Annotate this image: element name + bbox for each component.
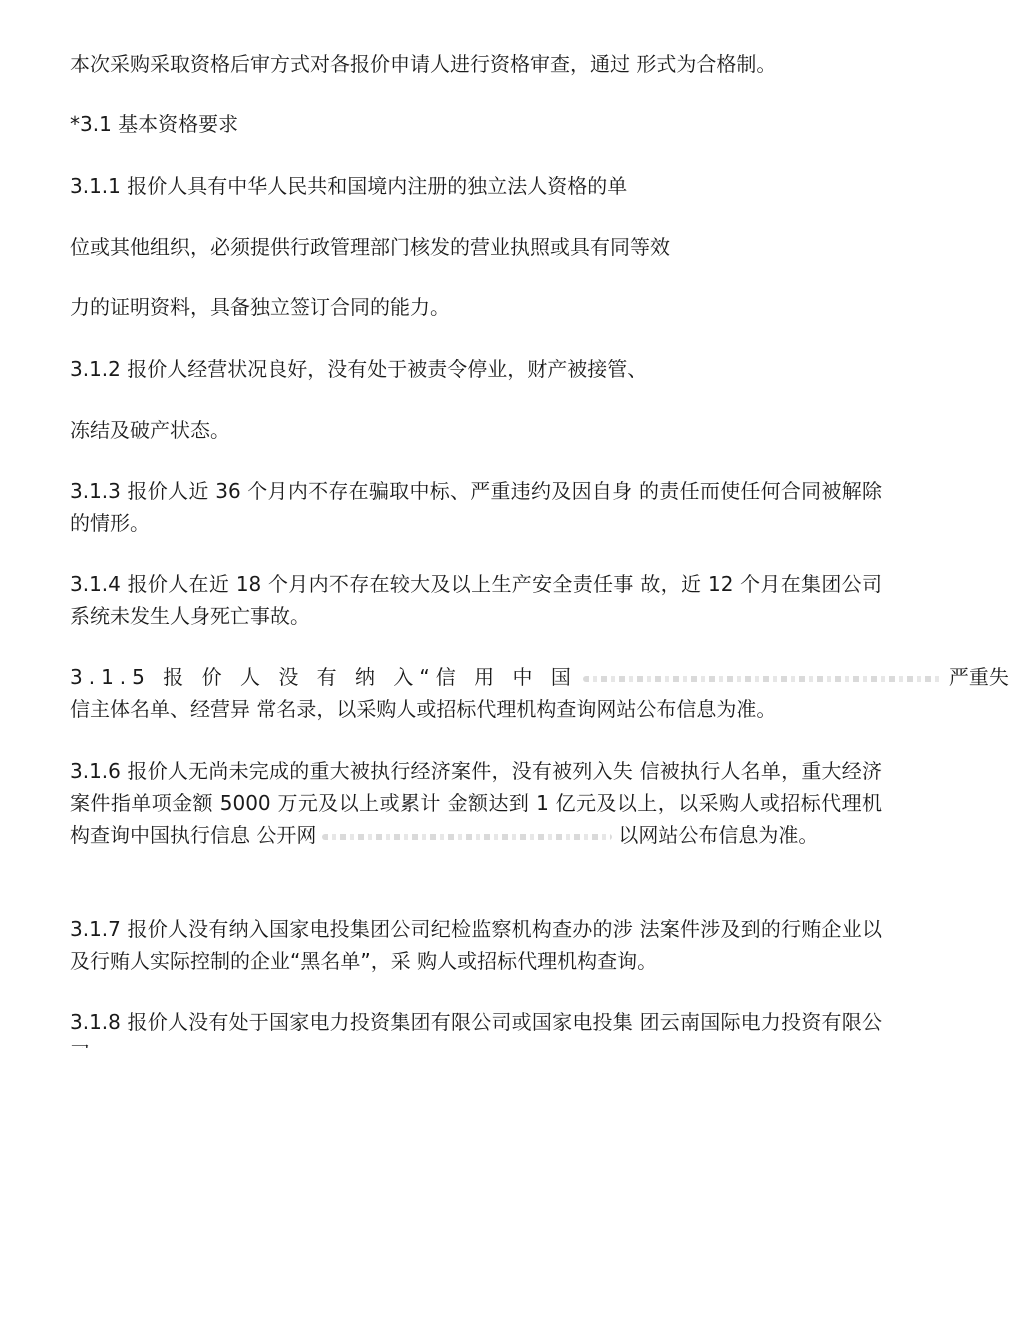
- redacted-url: [322, 834, 612, 840]
- clause-3-1-3: 3.1.3 报价人近 36 个月内不存在骗取中标、严重违约及因自身 的责任而使任何合同被解除的情形。: [70, 479, 882, 535]
- clause-3-1-7: 3.1.7 报价人没有纳入国家电投集团公司纪检监察机构查办的涉 法案件涉及到的行贿企业以及行贿人实际控制的企业“黑名单”，采 购人或招标代理机构查询。: [70, 917, 882, 973]
- clause-3-1-2-line-2: 冻结及破产状态。: [70, 418, 230, 442]
- section-heading-basic-qualifications: *3.1 基本资格要求: [70, 112, 239, 136]
- clause-3-1-5-text-start: 3.1.5 报 价 人 没 有 纳 入“信 用 中 国: [70, 665, 577, 689]
- clause-3-1-6-text: 3.1.6 报价人无尚未完成的重大被执行经济案件，没有被列入失 信被执行人名单，重大经济案件指单项金额 5000 万元及以上或累计 金额达到 1 亿元及以上，以采购人或招标代理机构查询中国执行信息 公开网: [70, 759, 882, 847]
- clause-3-1-5-text-end: 严重失: [948, 665, 1009, 689]
- clause-3-1-8: 3.1.8 报价人没有处于国家电力投资集团有限公司或国家电投集 团云南国际电力投资有限公: [70, 1010, 882, 1034]
- clause-3-1-6-text-end: 以网站公布信息为准。: [618, 823, 819, 847]
- clause-3-1-5-line-2: 信主体名单、经营异 常名录，以采购人或招标代理机构查询网站公布信息为准。: [70, 697, 777, 721]
- clause-3-1-4: 3.1.4 报价人在近 18 个月内不存在较大及以上生产安全责任事 故，近 12 个月在集团公司系统未发生人身死亡事故。: [70, 572, 882, 628]
- page-cutoff-blank-area: [0, 1048, 950, 1344]
- clause-3-1-1-line-1: 3.1.1 报价人具有中华人民共和国境内注册的独立法人资格的单: [70, 174, 628, 198]
- paragraph-review-method: 本次采购采取资格后审方式对各报价申请人进行资格审查，通过 形式为合格制。: [70, 52, 777, 76]
- clause-3-1-1-line-3: 力的证明资料，具备独立签订合同的能力。: [70, 295, 450, 319]
- clause-3-1-5-line-1: [70, 661, 1009, 693]
- clause-3-1-6: [70, 755, 882, 883]
- clause-3-1-2-line-1: 3.1.2 报价人经营状况良好，没有处于被责令停业，财产被接管、: [70, 357, 648, 381]
- clause-3-1-1-line-2: 位或其他组织，必须提供行政管理部门核发的营业执照或具有同等效: [70, 235, 670, 259]
- redacted-url: [583, 676, 943, 682]
